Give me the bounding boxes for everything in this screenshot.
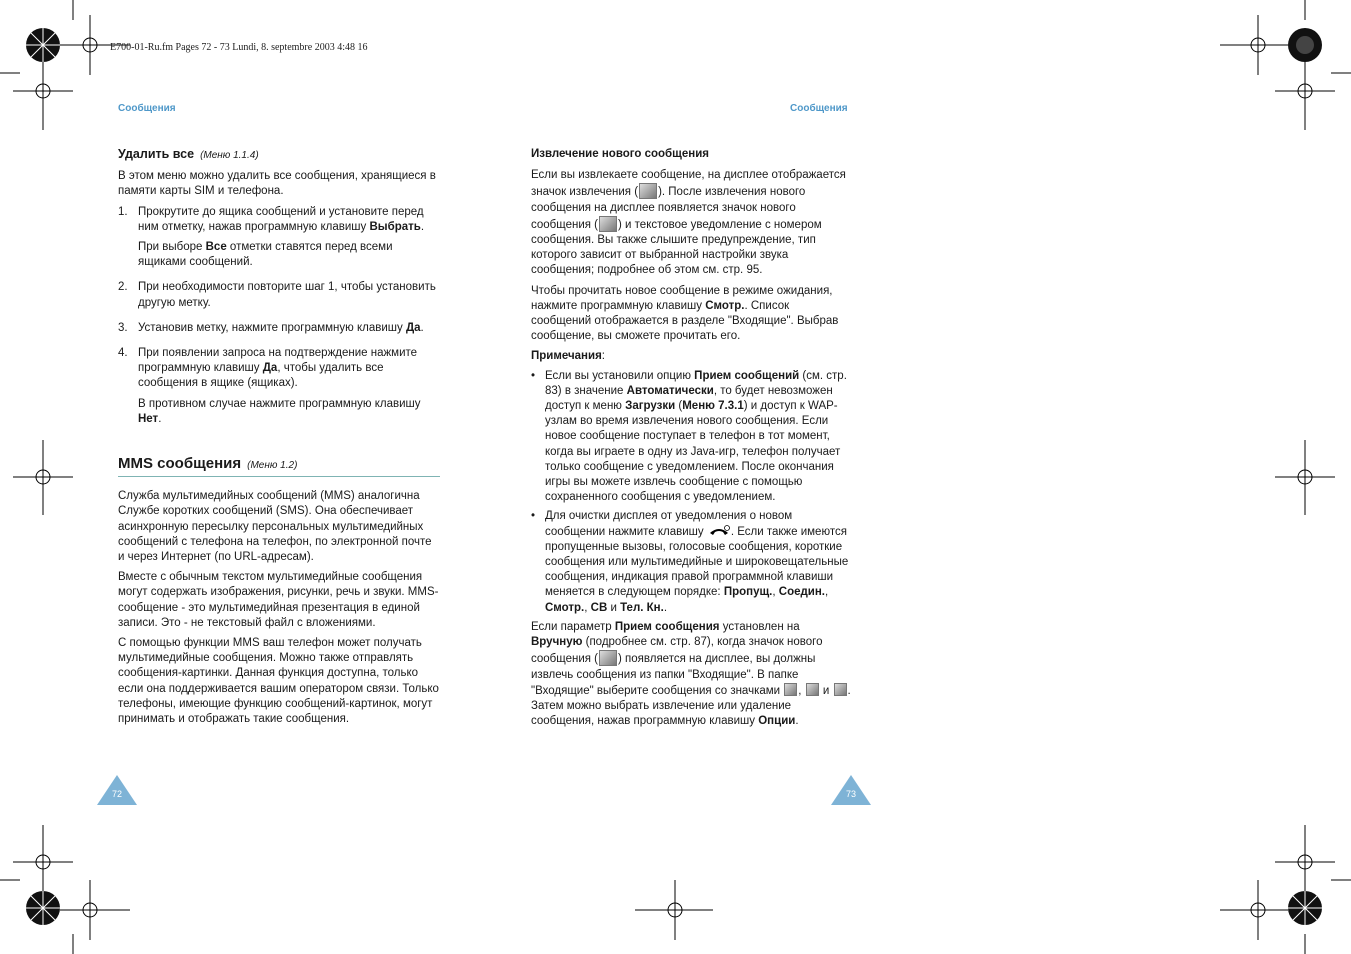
- message-status-icon: [806, 683, 819, 696]
- list-item: 4. При появлении запроса на подтверждение нажмите программную клавишу Да, чтобы удалить все сообщения в ящике (ящиках). В противном случае нажмите программную клавишу Нет.: [118, 347, 421, 425]
- delete-all-heading: [118, 147, 440, 163]
- right-column: [531, 147, 851, 734]
- list-item: • Для очистки дисплея от уведомления о новом сообщении нажмите клавишу . Если также имеются пропущенные вызовы, голосовые сообщения, короткие сообщения или мультимедийные и широковещательные сообщения, индикация правой программной клавиши меняется в следующем порядке: Пропущ., Соедин., Смотр., CB и Тел. Кн..: [531, 510, 849, 614]
- new-message-icon: [599, 650, 617, 666]
- read-paragraph: Чтобы прочитать новое сообщение в режиме ожидания, нажмите программную клавишу Смотр.. Список сообщений отображается в разделе "Входящие". Выбрав сообщение, вы сможете прочитать его.: [531, 284, 839, 343]
- mms-menu-ref: (Меню 1.2): [247, 460, 298, 472]
- mms-title: MMS сообщения: [118, 455, 242, 473]
- retrieve-icon: [639, 183, 657, 199]
- page-number-right: 73: [845, 789, 856, 799]
- running-header-left: Сообщения: [118, 103, 176, 114]
- list-item: • Если вы установили опцию Прием сообщений (см. стр. 83) в значение Автоматически, то будет невозможен доступ к меню Загрузки (Меню 7.3.1) и доступ к WAP-узлам во время извлечения нового сообщения. Если новое сообщение поступает в телефон в тот момент, когда вы играете в одну из Java-игр, телефон получает только сообщение с уведомлением. После окончания игры вы можете извлечь сообщение с помощью сохраненного сообщения с уведомлением.: [531, 369, 847, 504]
- delete-all-menu-ref: (Меню 1.1.4): [200, 150, 259, 161]
- mms-paragraph-1: Служба мультимедийных сообщений (MMS) аналогична Службе коротких сообщений (SMS). Она обеспечивает асинхронную пересылку персональных мультимедийных сообщений с телефона на телефон, по электронной почте и через Интернет (по URL-адресам).: [118, 490, 432, 564]
- mms-paragraph-3: С помощью функции MMS ваш телефон может получать мультимедийные сообщения. Можно также отправлять сообщения-картинки. Данная функция доступна, только если она поддерживается вашим оператором связи. Только телефоны, имеющие функцию сообщений-картинок, могут принимать и отображать такие сообщения.: [118, 637, 439, 726]
- left-column: [118, 147, 440, 732]
- file-info: E700-01-Ru.fm Pages 72 - 73 Lundi, 8. septembre 2003 4:48 16: [110, 42, 368, 53]
- page-number-badge-left: [97, 775, 137, 805]
- list-item: 1. Прокрутите до ящика сообщений и установите перед ним отметку, нажав программную клавишу Выбрать. При выборе Все отметки ставятся перед всеми ящиками сообщений.: [118, 205, 425, 269]
- mms-paragraph-2: Вместе с обычным текстом мультимедийные сообщения могут содержать изображения, рисунки, речь и звуки. MMS-сообщение - это мультимедийная презентация в единой записи. Это - не текстовый файл с вложениями.: [118, 571, 439, 629]
- delete-all-intro: В этом меню можно удалить все сообщения, хранящиеся в памяти карты SIM и телефона.: [118, 170, 436, 198]
- list-item: 2. При необходимости повторите шаг 1, чтобы установить другую метку.: [118, 281, 436, 309]
- delete-steps: [118, 205, 440, 432]
- notes-label: Примечания:: [531, 350, 605, 363]
- page-number-left: 72: [111, 789, 122, 799]
- retrieve-paragraph: Если вы извлекаете сообщение, на дисплее отображается значок извлечения ( ). После извлечения нового сообщения на дисплее появляется значок нового сообщения ( ) и текстовое уведомление с номером сообщения. Вы также слышите предупреждение, тип которого зависит от выбранной настройки звука сообщения; подробнее об этом см. стр. 95.: [531, 169, 846, 277]
- page-number-badge-right: [831, 775, 871, 805]
- running-header-right: Сообщения: [790, 103, 848, 114]
- delete-all-title: Удалить все: [118, 147, 195, 161]
- manual-paragraph: Если параметр Прием сообщения установлен на Вручную (подробнее см. стр. 87), когда значок нового сообщения ( ) появляется на дисплее, вы должны извлечь сообщения из папки "Входящие". В папке "Входящие" выберите сообщения со значками , и . Затем можно выбрать извлечение или удаление сообщения, нажав программную клавишу Опции.: [531, 620, 851, 728]
- retrieve-heading: Извлечение нового сообщения: [531, 148, 709, 160]
- mms-heading: [118, 456, 440, 477]
- end-call-key-icon: [708, 525, 730, 537]
- new-message-icon: [599, 216, 617, 232]
- list-item: 3. Установив метку, нажмите программную клавишу Да.: [118, 321, 424, 334]
- message-status-icon: [834, 683, 847, 696]
- message-status-icon: [784, 683, 797, 696]
